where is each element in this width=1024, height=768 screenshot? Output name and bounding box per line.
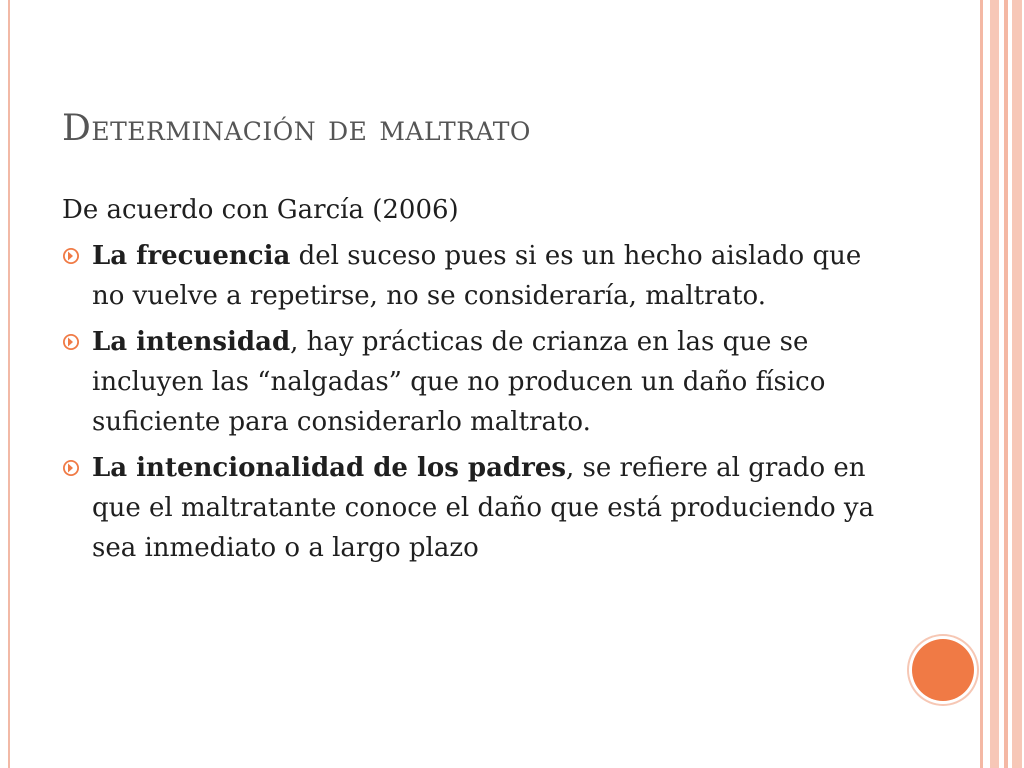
stripe — [1012, 0, 1022, 768]
circle-arrow-bullet-icon — [62, 333, 80, 351]
bullet-text: del suceso pues si es un hecho aislado que no vuelve a repetirse, no se consideraría, maltrato. — [92, 241, 862, 311]
bullet-item-intensity — [62, 322, 892, 442]
bullet-bold-text: La frecuencia — [92, 241, 291, 271]
right-decorative-stripes — [980, 0, 1024, 768]
left-border-line — [8, 0, 10, 768]
orange-circle-decoration — [912, 639, 974, 701]
stripe — [1004, 0, 1008, 768]
circle-arrow-bullet-icon — [62, 247, 80, 265]
slide-title: Determinación de maltrato — [62, 108, 531, 149]
bullet-item-frequency — [62, 236, 892, 316]
stripe — [990, 0, 999, 768]
bullet-bold-text: La intencionalidad de los padres — [92, 453, 566, 483]
bullet-bold-text: La intensidad — [92, 327, 291, 357]
stripe — [980, 0, 983, 768]
circle-arrow-bullet-icon — [62, 459, 80, 477]
intro-text: De acuerdo con García (2006) — [62, 195, 459, 225]
bullet-text: , hay prácticas de crianza en las que se incluyen las “nalgadas” que no producen un daño físico suficiente para considerarlo maltrato. — [92, 327, 826, 437]
bullet-text: , se refiere al grado en que el maltratante conoce el daño que está produciendo ya sea inmediato o a largo plazo — [92, 453, 875, 563]
bullet-item-intentionality — [62, 448, 892, 568]
slide-content — [62, 190, 892, 574]
